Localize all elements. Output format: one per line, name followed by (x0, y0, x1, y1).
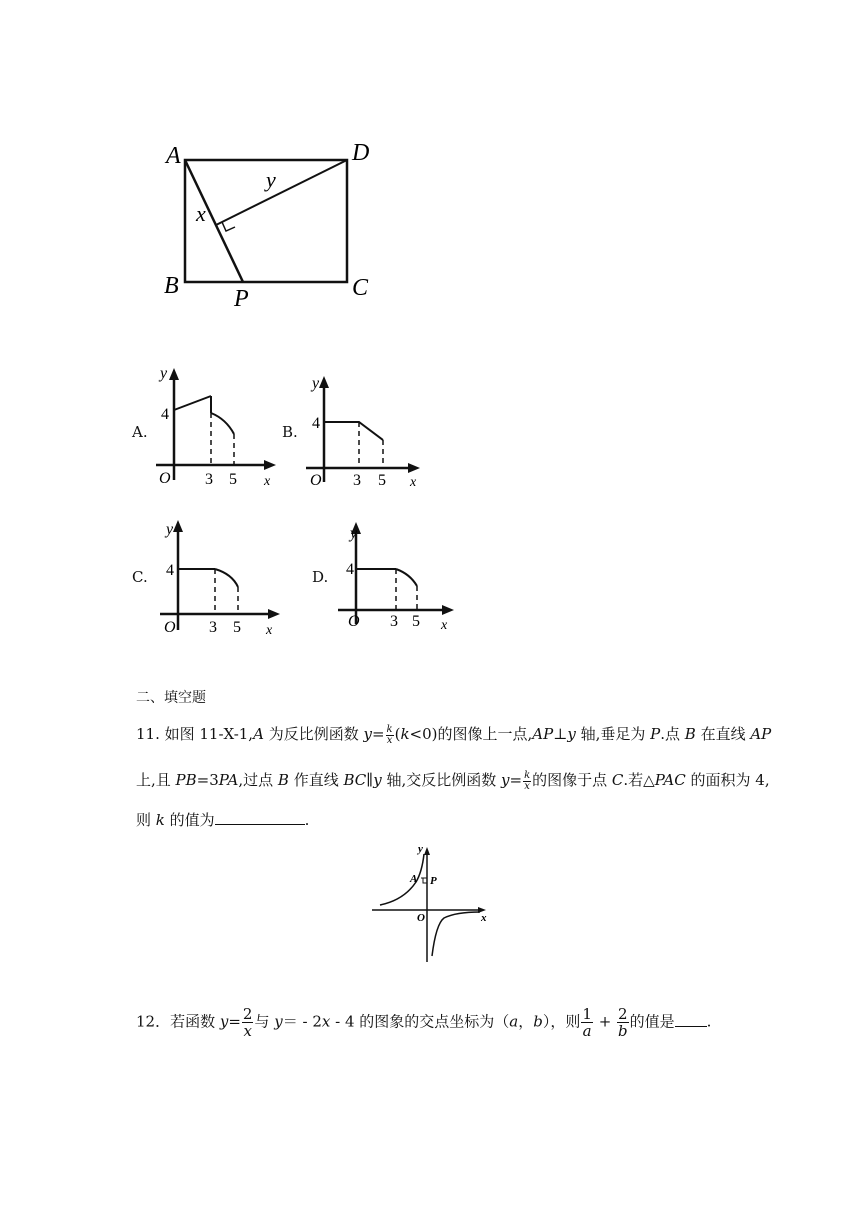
label-y: y (266, 167, 276, 192)
x-tick-5: 5 (229, 471, 237, 487)
q11-hyperbola-figure (366, 842, 496, 967)
origin-label: O (164, 619, 176, 636)
rectangle-figure (150, 130, 390, 320)
option-b-letter: B. (282, 423, 298, 441)
label-x: x (196, 201, 206, 226)
label-y: y (418, 843, 423, 855)
option-d-graph (330, 514, 460, 639)
option-d-letter: D. (312, 568, 329, 586)
label-x: x (481, 912, 487, 924)
fraction-2-over-x: $\frac{2}{x}$ (242, 1005, 253, 1040)
y-axis-label: y (160, 365, 168, 382)
label-O: O (417, 912, 425, 924)
q11-line-1: 11. 如图 11-X-1,A 为反比例函数 y= $\frac{k}{x}$ (k<0)的图像上一点,AP⊥y 轴,垂足为 P.点 B 在直线 AP (136, 723, 772, 746)
segment-d-perpendicular (216, 160, 347, 225)
x-axis-label: x (441, 618, 448, 633)
right-angle-mark (222, 222, 235, 231)
y-tick-4: 4 (346, 561, 354, 578)
curve (324, 422, 383, 440)
y-tick-4: 4 (166, 562, 174, 579)
x-axis-label: x (264, 474, 271, 487)
x-tick-5: 5 (233, 619, 241, 636)
curve-segment-2 (211, 413, 234, 434)
x-tick-3: 3 (209, 619, 217, 636)
y-axis-label: y (350, 525, 358, 542)
label-B: B (164, 273, 179, 299)
curve-descending (396, 569, 417, 586)
option-b-graph (298, 370, 428, 490)
section-title: 二、填空题 (136, 690, 206, 706)
x-tick-5: 5 (412, 613, 420, 630)
x-tick-3: 3 (205, 471, 213, 487)
x-axis-label: x (266, 623, 273, 638)
fraction-k-over-x: $\frac{k}{x}$ (386, 723, 393, 746)
fraction-1-over-a: $\frac{1}{a}$ (582, 1005, 592, 1040)
y-axis-label: y (166, 521, 174, 538)
fraction-2-over-b: $\frac{2}{b}$ (618, 1005, 628, 1040)
origin-label: O (348, 613, 360, 630)
x-axis-label: x (410, 475, 417, 490)
option-c-letter: C. (132, 568, 148, 586)
q12-line: 12．若函数 y= $\frac{2}{x}$ 与 y＝ - 2x - 4 的图象的交点坐标为（a，b），则 $\frac{1}{a}$ + $\frac{2}{b}$ 的值是 . (136, 1005, 712, 1040)
fraction-k-over-x-2: $\frac{k}{x}$ (524, 769, 531, 792)
option-c-graph (152, 514, 282, 639)
answer-blank-11[interactable] (215, 810, 305, 825)
origin-label: O (159, 470, 171, 487)
hyperbola-branch-lower (432, 912, 480, 956)
option-a-letter: A. (132, 423, 148, 441)
y-tick-4: 4 (312, 415, 320, 432)
label-P: P (234, 286, 249, 312)
option-a-graph (150, 362, 280, 487)
curve-segment-1 (174, 396, 211, 410)
segment-ap (185, 160, 243, 282)
q11-line-3: 则 k 的值为 . (136, 811, 310, 829)
label-A: A (166, 143, 181, 169)
label-A: A (410, 873, 418, 885)
x-tick-5: 5 (378, 472, 386, 489)
hyperbola-branch-upper (380, 854, 424, 905)
label-D: D (352, 140, 370, 166)
y-axis-label: y (312, 375, 320, 392)
answer-blank-12[interactable] (675, 1012, 707, 1027)
y-tick-4: 4 (161, 406, 169, 423)
q11-line-2: 上,且 PB=3PA,过点 B 作直线 BC∥y 轴,交反比例函数 y= $\frac{k}{x}$ 的图像于点 C.若△PAC 的面积为 4, (136, 769, 770, 792)
label-P: P (430, 875, 437, 887)
curve-descending (215, 569, 238, 587)
x-tick-3: 3 (390, 613, 398, 630)
origin-label: O (310, 472, 322, 489)
label-C: C (352, 275, 369, 301)
x-tick-3: 3 (353, 472, 361, 489)
